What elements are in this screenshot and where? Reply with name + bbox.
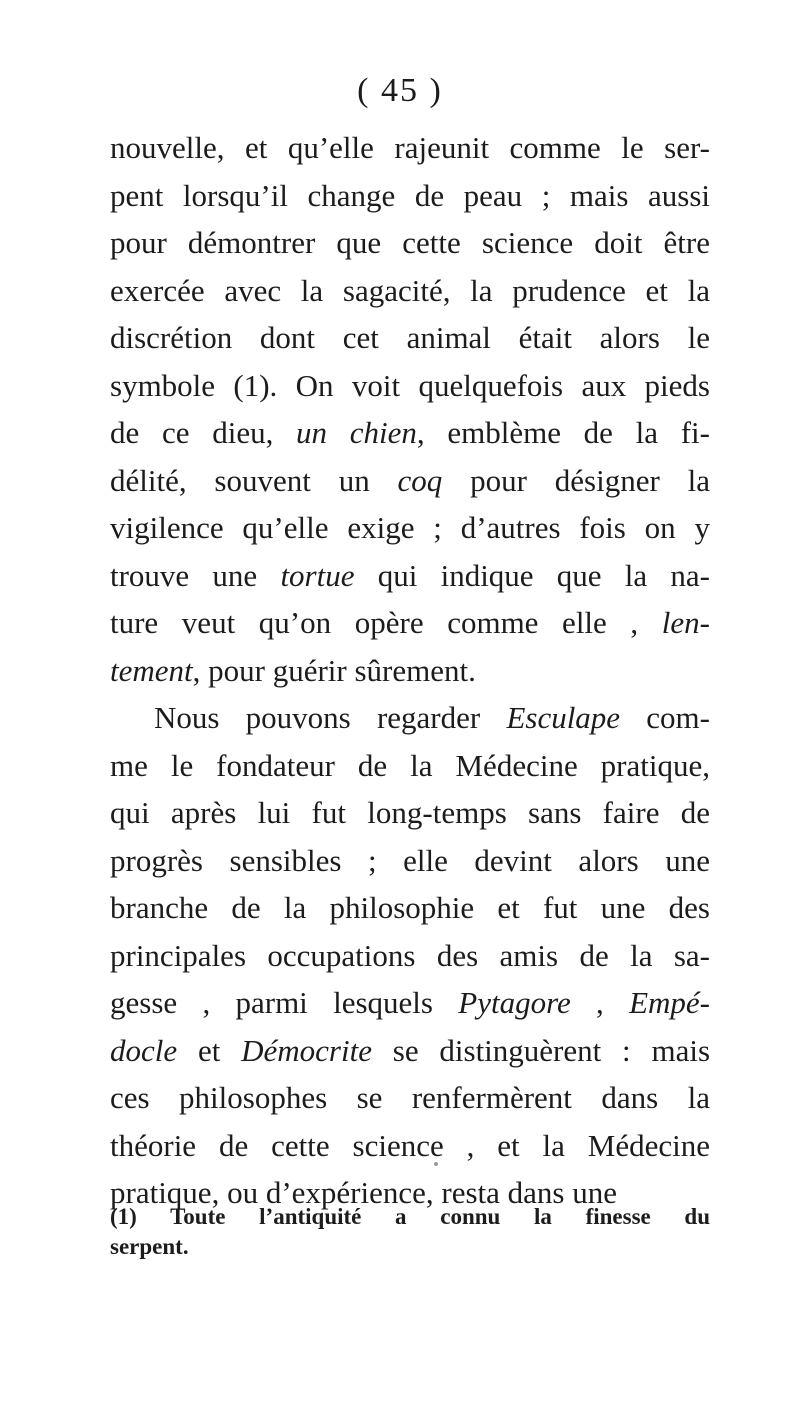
text-segment: pour désigner la: [442, 462, 710, 498]
text-segment: symbole (1). On voit quelquefois aux pieds: [110, 367, 710, 403]
text-line: [110, 694, 710, 742]
text-segment: pent lorsqu’il change de peau ; mais aussi: [110, 177, 710, 213]
text-line: [110, 1027, 710, 1075]
text-line: [110, 1122, 710, 1170]
text-segment: branche de la philosophie et fut une des: [110, 890, 710, 925]
text-segment: ces philosophes se renfermèrent dans la: [110, 1080, 710, 1115]
text-line: [110, 267, 710, 315]
text-line: [110, 219, 710, 267]
text-line: [110, 647, 710, 695]
text-line: [110, 979, 710, 1027]
text-line: [110, 504, 710, 552]
text-line: [110, 742, 710, 790]
text-line: [110, 837, 710, 885]
text-line: [110, 314, 710, 362]
italic-segment: Empé-: [629, 985, 710, 1020]
text-segment: délité, souvent un: [110, 462, 398, 498]
text-line: [110, 362, 710, 410]
italic-segment: len-: [661, 605, 710, 640]
italic-segment: un chien: [296, 415, 417, 450]
text-line: [110, 1074, 710, 1122]
italic-segment: coq: [397, 462, 443, 498]
text-segment: me le fondateur de la Médecine pratique,: [110, 747, 710, 783]
text-segment: théorie de cette science , et la Médecine: [110, 1127, 710, 1163]
text-segment: exercée avec la sagacité, la prudence et la: [110, 272, 710, 308]
page-number: ( 45 ): [357, 72, 443, 109]
text-segment: vigilence qu’elle exige ; d’autres fois on y: [110, 510, 710, 545]
text-segment: gesse , parmi lesquels: [110, 985, 459, 1020]
text-line: [110, 599, 710, 647]
italic-segment: tortue: [280, 557, 355, 593]
text-segment: se distinguèrent : mais: [371, 1032, 711, 1068]
italic-segment: tement: [110, 652, 193, 688]
text-line: [110, 457, 710, 505]
ink-speck: [434, 1162, 438, 1166]
text-line: [110, 932, 710, 980]
text-segment: principales occupations des amis de la sa-: [110, 937, 710, 973]
text-segment: discrétion dont cet animal était alors le: [110, 320, 710, 355]
text-segment: nouvelle, et qu’elle rajeunit comme le ser-: [110, 130, 710, 165]
italic-segment: Démocrite: [241, 1032, 372, 1068]
text-segment: qui indique que la na-: [354, 557, 710, 593]
text-segment: com-: [620, 700, 710, 735]
text-line: [110, 124, 710, 172]
text-line: [110, 884, 710, 932]
text-segment: , pour guérir sûrement.: [192, 652, 476, 688]
text-line: [110, 172, 710, 220]
text-segment: Nous pouvons regarder: [154, 700, 507, 735]
text-segment: et: [177, 1032, 242, 1068]
text-segment: de ce dieu,: [110, 415, 297, 450]
text-line: [110, 552, 710, 600]
text-segment: trouve une: [110, 557, 281, 593]
footnote-line: serpent.: [110, 1234, 189, 1259]
text-segment: progrès sensibles ; elle devint alors une: [110, 842, 710, 878]
text-segment: qui après lui fut long-temps sans faire de: [110, 795, 710, 830]
italic-segment: Pytagore: [458, 985, 571, 1020]
text-line: [110, 409, 710, 457]
text-segment: ture veut qu’on opère comme elle ,: [110, 605, 662, 640]
text-segment: ,: [570, 985, 630, 1020]
footnote-line: (1) Toute l’antiquité a connu la finesse du: [110, 1204, 710, 1229]
text-line: [110, 789, 710, 837]
footnote-block: [110, 1202, 710, 1262]
italic-segment: Esculape: [506, 700, 621, 735]
italic-segment: docle: [110, 1032, 178, 1068]
main-text-block: [110, 124, 710, 1217]
text-segment: , emblème de la fi-: [416, 415, 710, 450]
text-segment: pratique, ou d’expérience, resta dans une: [110, 1175, 617, 1210]
text-segment: pour démontrer que cette science doit être: [110, 225, 710, 260]
